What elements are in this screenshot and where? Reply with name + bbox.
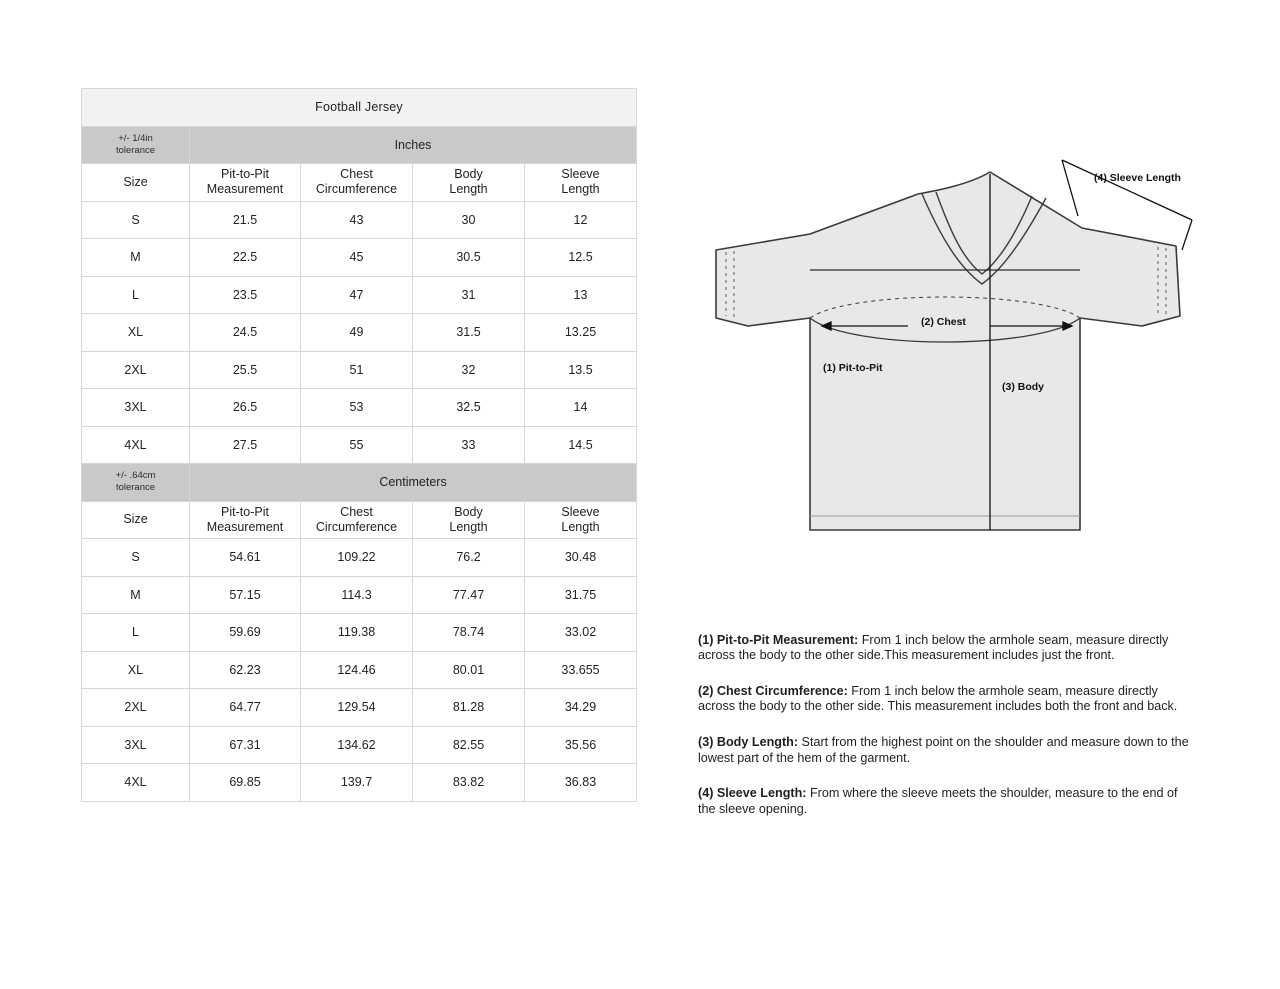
cell-pit-to-pit: 59.69 [190, 614, 301, 652]
cell-pit-to-pit: 26.5 [190, 389, 301, 427]
table-row [82, 351, 637, 389]
table-row [82, 426, 637, 464]
table-row [82, 539, 637, 577]
cell-chest: 45 [301, 239, 413, 277]
cell-body: 33 [413, 426, 525, 464]
cell-sleeve: 30.48 [525, 539, 637, 577]
cell-size: L [82, 276, 190, 314]
cell-sleeve: 13.5 [525, 351, 637, 389]
column-header-chest-cm-line1: Chest [340, 504, 373, 519]
cell-body: 81.28 [413, 689, 525, 727]
cell-pit-to-pit: 69.85 [190, 764, 301, 802]
column-header-body-cm-line2: Length [449, 519, 488, 534]
cell-size: 2XL [82, 351, 190, 389]
cell-sleeve: 13.25 [525, 314, 637, 352]
size-chart-table-container [81, 88, 636, 802]
table-row [82, 389, 637, 427]
cell-sleeve: 34.29 [525, 689, 637, 727]
column-header-sleeve-in-line2: Length [561, 182, 600, 197]
cell-body: 31.5 [413, 314, 525, 352]
note-chest-circumference [698, 684, 1198, 715]
column-header-chest-cm-line2: Circumference [315, 519, 398, 534]
cell-pit-to-pit: 23.5 [190, 276, 301, 314]
pit-to-pit-label: (1) Pit-to-Pit [823, 362, 883, 374]
cell-sleeve: 33.655 [525, 651, 637, 689]
note-chest-text: From 1 inch below the armhole seam, measure directly across the body to the other side. This measurement includes both the front and back. [698, 683, 1178, 714]
note-chest-heading: (2) Chest Circumference: [698, 683, 848, 698]
cell-sleeve: 31.75 [525, 576, 637, 614]
column-header-pit-to-pit-cm [190, 501, 301, 539]
table-row [82, 201, 637, 239]
column-header-sleeve-in [525, 164, 637, 202]
tolerance-cm-line1: +/- .64cm [115, 470, 156, 482]
cell-size: 4XL [82, 764, 190, 802]
column-header-pit-to-pit-cm-line1: Pit-to-Pit [221, 504, 269, 519]
tolerance-inches [82, 126, 190, 164]
measurement-instructions [698, 620, 1198, 837]
cell-chest: 134.62 [301, 726, 413, 764]
column-header-chest-in-line2: Circumference [315, 182, 398, 197]
note-pit-to-pit-text: From 1 inch below the armhole seam, measure directly across the body to the other side.This measurement includes just the front. [698, 632, 1169, 663]
cell-chest: 124.46 [301, 651, 413, 689]
header-row-centimeters [82, 501, 637, 539]
cell-chest: 51 [301, 351, 413, 389]
cell-size: 3XL [82, 726, 190, 764]
column-header-sleeve-cm [525, 501, 637, 539]
table-row [82, 576, 637, 614]
cell-sleeve: 33.02 [525, 614, 637, 652]
cell-pit-to-pit: 24.5 [190, 314, 301, 352]
table-row [82, 614, 637, 652]
table-row [82, 314, 637, 352]
column-header-pit-to-pit-in [190, 164, 301, 202]
cell-size: S [82, 539, 190, 577]
cell-chest: 43 [301, 201, 413, 239]
column-header-size-in: Size [82, 164, 190, 202]
note-body-length [698, 735, 1198, 766]
page-title: Football Jersey [82, 89, 637, 127]
cell-chest: 47 [301, 276, 413, 314]
table-row [82, 651, 637, 689]
chest-label: (2) Chest [921, 316, 966, 328]
cell-sleeve: 12.5 [525, 239, 637, 277]
cell-pit-to-pit: 57.15 [190, 576, 301, 614]
cell-pit-to-pit: 54.61 [190, 539, 301, 577]
unit-label-inches: Inches [190, 126, 637, 164]
column-header-body-cm-line1: Body [454, 504, 483, 519]
cell-pit-to-pit: 21.5 [190, 201, 301, 239]
cell-chest: 55 [301, 426, 413, 464]
cell-pit-to-pit: 64.77 [190, 689, 301, 727]
note-body-heading: (3) Body Length: [698, 734, 799, 749]
note-pit-to-pit [698, 633, 1198, 664]
cell-sleeve: 36.83 [525, 764, 637, 802]
jersey-measurement-diagram [690, 150, 1210, 570]
cell-pit-to-pit: 25.5 [190, 351, 301, 389]
cell-size: XL [82, 651, 190, 689]
cell-body: 78.74 [413, 614, 525, 652]
column-header-chest-in [301, 164, 413, 202]
body-length-label: (3) Body [1002, 381, 1044, 393]
cell-body: 32.5 [413, 389, 525, 427]
cell-chest: 119.38 [301, 614, 413, 652]
column-header-body-in [413, 164, 525, 202]
table-row [82, 689, 637, 727]
table-row [82, 239, 637, 277]
column-header-body-in-line2: Length [449, 182, 488, 197]
column-header-body-in-line1: Body [454, 167, 483, 182]
note-body-text: Start from the highest point on the shoulder and measure down to the lowest part of the hem of the garment. [698, 734, 1189, 765]
column-header-sleeve-in-line1: Sleeve [561, 167, 600, 182]
unit-row-inches [82, 126, 637, 164]
sleeve-tick-start [1062, 160, 1078, 216]
cell-size: 3XL [82, 389, 190, 427]
cell-pit-to-pit: 67.31 [190, 726, 301, 764]
size-chart-table [81, 88, 637, 802]
cell-body: 32 [413, 351, 525, 389]
tolerance-inches-line2: tolerance [115, 144, 156, 156]
tolerance-inches-line1: +/- 1/4in [118, 132, 153, 144]
cell-chest: 139.7 [301, 764, 413, 802]
cell-pit-to-pit: 62.23 [190, 651, 301, 689]
column-header-sleeve-cm-line2: Length [561, 519, 600, 534]
column-header-pit-to-pit-in-line2: Measurement [206, 182, 284, 197]
table-row [82, 764, 637, 802]
header-row-inches [82, 164, 637, 202]
note-sleeve-text: From where the sleeve meets the shoulder, measure to the end of the sleeve opening. [698, 786, 1178, 816]
tolerance-centimeters [82, 464, 190, 502]
jersey-illustration [690, 150, 1210, 570]
note-sleeve-length [698, 786, 1198, 817]
cell-pit-to-pit: 27.5 [190, 426, 301, 464]
cell-size: L [82, 614, 190, 652]
cell-body: 82.55 [413, 726, 525, 764]
column-header-pit-to-pit-cm-line2: Measurement [206, 519, 284, 534]
cell-body: 31 [413, 276, 525, 314]
tolerance-cm-line2: tolerance [115, 482, 156, 494]
cell-size: 4XL [82, 426, 190, 464]
cell-chest: 49 [301, 314, 413, 352]
cell-chest: 114.3 [301, 576, 413, 614]
cell-body: 80.01 [413, 651, 525, 689]
sleeve-length-label: (4) Sleeve Length [1094, 172, 1181, 184]
note-sleeve-heading: (4) Sleeve Length: [698, 786, 807, 801]
cell-sleeve: 14.5 [525, 426, 637, 464]
cell-size: 2XL [82, 689, 190, 727]
column-header-chest-in-line1: Chest [340, 167, 373, 182]
unit-row-centimeters [82, 464, 637, 502]
cell-size: XL [82, 314, 190, 352]
note-pit-to-pit-heading: (1) Pit-to-Pit Measurement: [698, 632, 859, 647]
cell-body: 30 [413, 201, 525, 239]
column-header-pit-to-pit-in-line1: Pit-to-Pit [221, 167, 269, 182]
cell-chest: 129.54 [301, 689, 413, 727]
cell-size: S [82, 201, 190, 239]
cell-size: M [82, 239, 190, 277]
cell-chest: 53 [301, 389, 413, 427]
cell-sleeve: 14 [525, 389, 637, 427]
cell-body: 76.2 [413, 539, 525, 577]
cell-size: M [82, 576, 190, 614]
cell-body: 83.82 [413, 764, 525, 802]
cell-sleeve: 13 [525, 276, 637, 314]
column-header-sleeve-cm-line1: Sleeve [561, 504, 600, 519]
cell-pit-to-pit: 22.5 [190, 239, 301, 277]
unit-label-centimeters: Centimeters [190, 464, 637, 502]
column-header-size-cm: Size [82, 501, 190, 539]
sleeve-tick-end [1182, 220, 1192, 250]
cell-chest: 109.22 [301, 539, 413, 577]
cell-sleeve: 35.56 [525, 726, 637, 764]
chart-title-row [82, 89, 637, 127]
table-row [82, 276, 637, 314]
cell-body: 30.5 [413, 239, 525, 277]
column-header-chest-cm [301, 501, 413, 539]
jersey-outline [716, 172, 1180, 530]
cell-sleeve: 12 [525, 201, 637, 239]
table-row [82, 726, 637, 764]
column-header-body-cm [413, 501, 525, 539]
cell-body: 77.47 [413, 576, 525, 614]
sleeve-measure-line [1062, 160, 1192, 220]
